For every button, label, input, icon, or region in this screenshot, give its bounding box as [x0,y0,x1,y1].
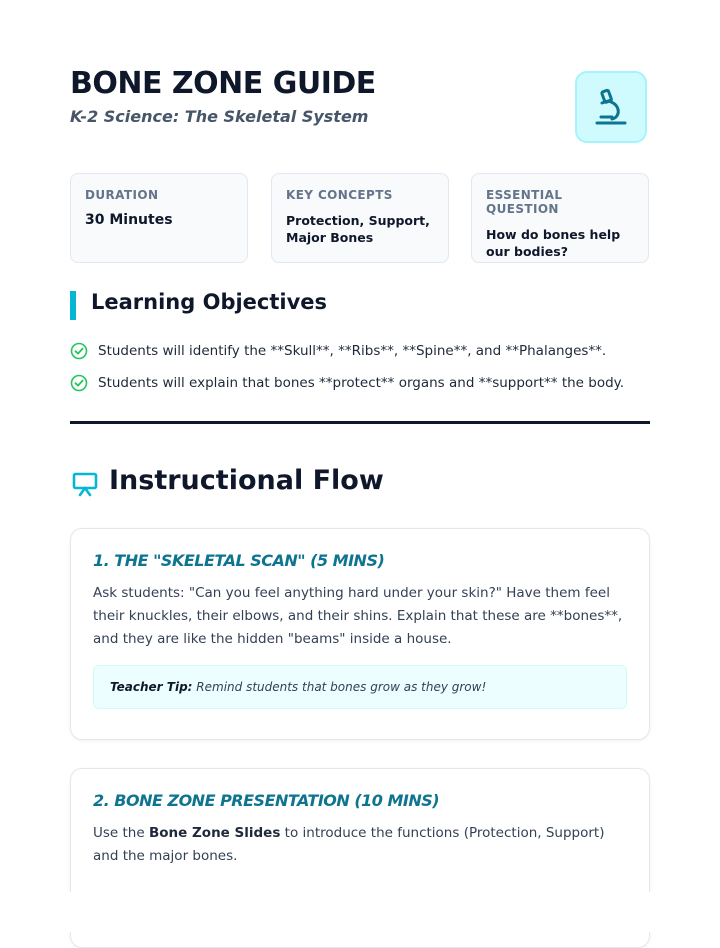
step-title: 2. BONE ZONE PRESENTATION (10 MINS) [93,791,440,810]
card-value: How do bones help our bodies? [486,227,621,259]
objectives-list [70,340,650,404]
page-subtitle: K-2 Science: The Skeletal System [70,107,369,126]
tip-text: Remind students that bones grow as they grow! [196,680,487,694]
section-accent-bar [70,291,76,320]
step-text: Ask students: "Can you feel anything hard under your skin?" Have them feel their knuckles, their elbows, and their shins. Explain that these are **bones**, and they are like the hidden "beams" inside a house. [93,585,623,647]
microscope-icon [593,88,629,126]
tip-label: Teacher Tip: [110,680,193,694]
objectives-heading: Learning Objectives [91,290,328,314]
teacher-tip [93,665,627,709]
slides-link-text: Bone Zone Slides [148,825,281,841]
flow-heading: Instructional Flow [109,465,384,496]
duration-card [70,173,248,263]
key-concepts-card [271,173,449,263]
card-label: ESSENTIAL QUESTION [486,188,563,216]
card-value: Protection, Support, Major Bones [286,213,430,245]
page-title: BONE ZONE GUIDE [70,66,376,101]
presentation-board-icon [71,470,99,498]
essential-question-card [471,173,649,263]
page-cutoff [0,892,720,932]
step-card-1 [70,528,650,740]
objective-text: Students will identify the **Skull**, **Ribs**, **Spine**, and **Phalanges**. [98,343,607,359]
card-label: DURATION [85,188,159,202]
card-value: 30 Minutes [85,212,173,228]
check-circle-icon [70,342,88,360]
logo-badge [575,71,647,143]
objective-text: Students will explain that bones **protect** organs and **support** the body. [98,375,625,391]
list-item [70,340,650,362]
step-text-before: Use the [93,825,145,841]
check-circle-icon [70,374,88,392]
info-cards [70,173,650,263]
list-item [70,372,650,394]
card-label: KEY CONCEPTS [286,188,393,202]
section-divider [70,421,650,424]
step-text-after: to introduce the functions (Protection, Support) and the major bones. [93,825,605,864]
step-text [93,822,627,868]
step-title: 1. THE "SKELETAL SCAN" (5 MINS) [93,551,385,570]
